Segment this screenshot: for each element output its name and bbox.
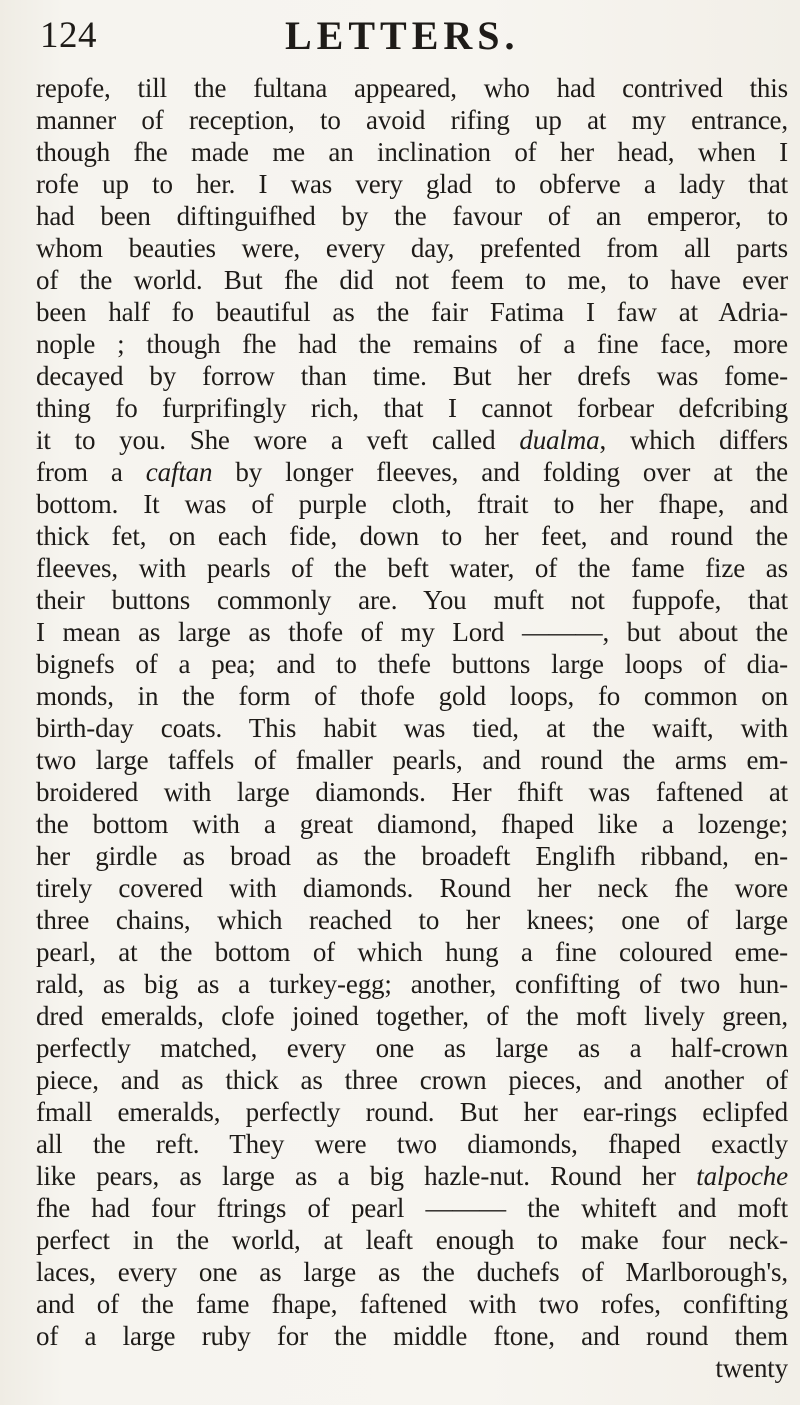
catchword: twenty <box>715 1353 788 1383</box>
text-line: perfectly matched, every one as large as a half-crown <box>36 1033 788 1063</box>
text-line: rald, as big as a turkey-egg; another, confifting of two hun- <box>36 969 788 999</box>
text-line: like pears, as large as a big hazle-nut. Round her talpoche <box>36 1161 788 1191</box>
text-line: been half fo beautiful as the fair Fatima I faw at Adria- <box>36 297 788 327</box>
text-line: from a caftan by longer fleeves, and folding over at the <box>36 457 788 487</box>
text-line: perfect in the world, at leaft enough to make four neck- <box>36 1225 788 1255</box>
text-line: I mean as large as thofe of my Lord ———, but about the <box>36 617 788 647</box>
text-line: thing fo furprifingly rich, that I cannot forbear defcribing <box>36 393 788 423</box>
text-line: two large taffels of fmaller pearls, and round the arms em- <box>36 745 788 775</box>
text-line: had been diftinguifhed by the favour of an emperor, to <box>36 201 788 231</box>
text-line: broidered with large diamonds. Her fhift was faftened at <box>36 777 788 807</box>
text-line: decayed by forrow than time. But her drefs was fome- <box>36 361 788 391</box>
text-line: all the reft. They were two diamonds, fhaped exactly <box>36 1129 788 1159</box>
text-line: fhe had four ftrings of pearl ——— the whiteft and moft <box>36 1193 788 1223</box>
text-line: it to you. She wore a veft called dualma, which differs <box>36 425 788 455</box>
text-line: though fhe made me an inclination of her head, when I <box>36 137 788 167</box>
text-line: birth-day coats. This habit was tied, at the waift, with <box>36 713 788 743</box>
text-line: their buttons commonly are. You muft not fuppofe, that <box>36 585 788 615</box>
text-line: fmall emeralds, perfectly round. But her ear-rings eclipfed <box>36 1097 788 1127</box>
text-line: bignefs of a pea; and to thefe buttons large loops of dia- <box>36 649 788 679</box>
text-line: her girdle as broad as the broadeft Englifh ribband, en- <box>36 841 788 871</box>
text-line: piece, and as thick as three crown pieces, and another of <box>36 1065 788 1095</box>
text-line: bottom. It was of purple cloth, ftrait to her fhape, and <box>36 489 788 519</box>
text-line: and of the fame fhape, faftened with two rofes, confifting <box>36 1289 788 1319</box>
text-line: dred emeralds, clofe joined together, of the moft lively green, <box>36 1001 788 1031</box>
text-line: of a large ruby for the middle ftone, and round them <box>36 1321 788 1351</box>
text-line: laces, every one as large as the duchefs of Marlborough's, <box>36 1257 788 1287</box>
text-line: three chains, which reached to her knees; one of large <box>36 905 788 935</box>
text-line: pearl, at the bottom of which hung a fine coloured eme- <box>36 937 788 967</box>
running-head: LETTERS. <box>285 13 520 58</box>
body-text <box>36 72 788 1384</box>
text-line: the bottom with a great diamond, fhaped like a lozenge; <box>36 809 788 839</box>
text-line: manner of reception, to avoid rifing up at my entrance, <box>36 105 788 135</box>
page-number: 124 <box>40 15 97 56</box>
text-line: whom beauties were, every day, prefented from all parts <box>36 233 788 263</box>
text-line: rofe up to her. I was very glad to obferve a lady that <box>36 169 788 199</box>
text-line: thick fet, on each fide, down to her feet, and round the <box>36 521 788 551</box>
text-line: tirely covered with diamonds. Round her neck fhe wore <box>36 873 788 903</box>
text-line: nople ; though fhe had the remains of a fine face, more <box>36 329 788 359</box>
page-header <box>40 6 780 68</box>
text-line: repofe, till the fultana appeared, who had contrived this <box>36 73 788 103</box>
text-line: fleeves, with pearls of the beft water, of the fame fize as <box>36 553 788 583</box>
text-line: monds, in the form of thofe gold loops, fo common on <box>36 681 788 711</box>
text-line: of the world. But fhe did not feem to me, to have ever <box>36 265 788 295</box>
